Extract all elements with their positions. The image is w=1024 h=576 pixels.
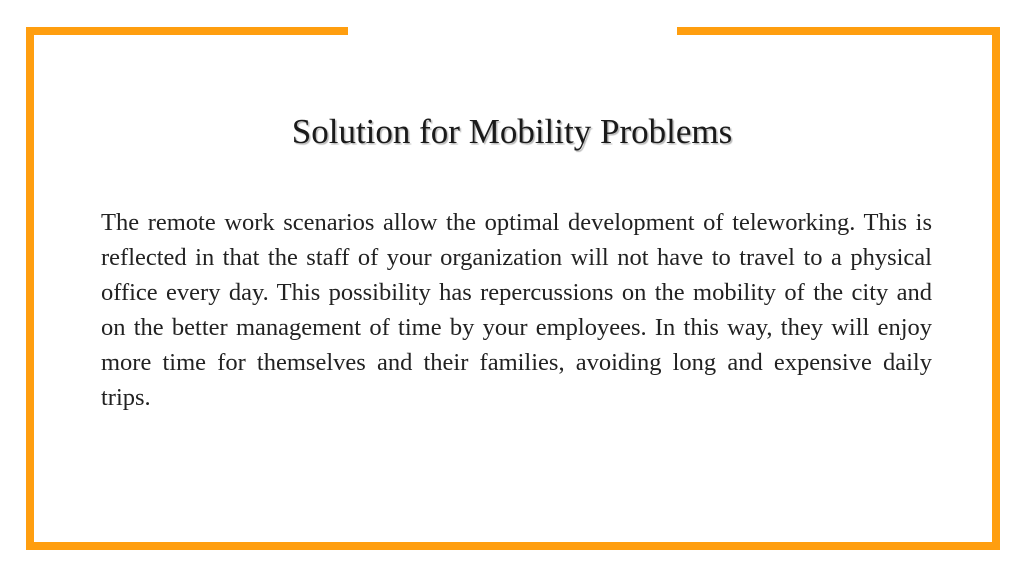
frame-right	[992, 27, 1000, 550]
frame-top-left	[26, 27, 348, 35]
frame-top-right	[677, 27, 1000, 35]
slide-body-text: The remote work scenarios allow the optimal development of teleworking. This is reflected in that the staff of your organization will not have to travel to a physical office every day. This possibility has repercussions on the mobility of the city and on the better management of time by your employees. In this way, they will enjoy more time for themselves and their families, avoiding long and expensive daily trips.	[101, 209, 932, 411]
slide-title: Solution for Mobility Problems	[291, 112, 733, 151]
frame-left	[26, 27, 34, 550]
frame-bottom	[26, 542, 1000, 550]
